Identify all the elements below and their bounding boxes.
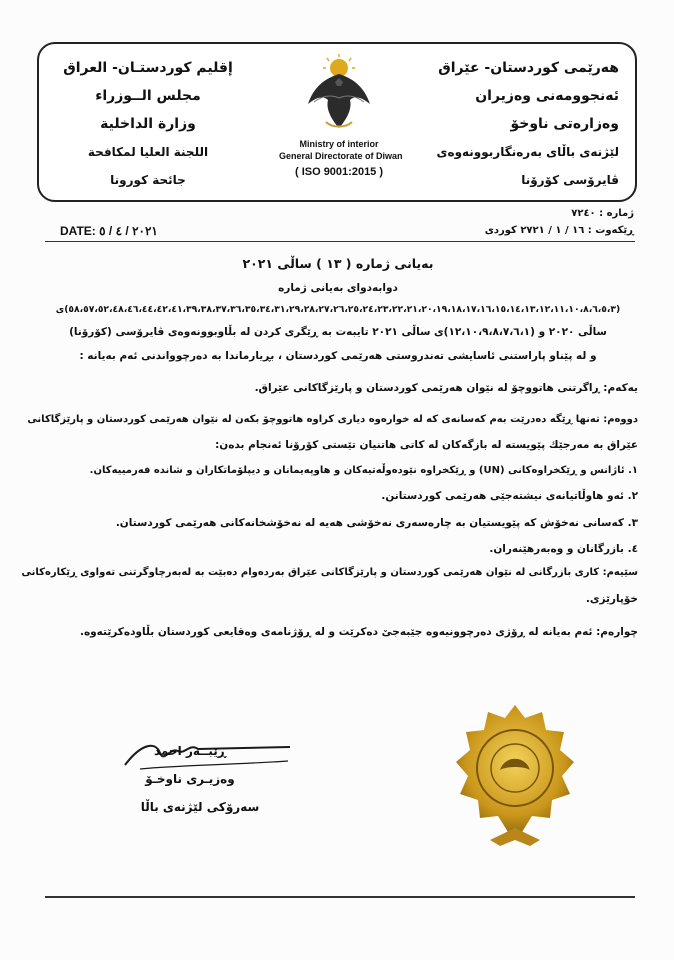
kurdish-corona: ڤایرۆسی کۆرۆنا xyxy=(521,173,619,187)
letterhead-kurdish xyxy=(436,54,619,194)
english-ministry: Ministry of interior xyxy=(299,139,379,149)
statement-subtitle: دوابەدوای بەیانی ژمارە xyxy=(278,282,398,294)
point-fourth: چوارەم: ئەم بەیانە لە ڕۆژی دەرچوونیەوە جێبەجێ دەکرێت و لە ڕۆژنامەی وەقایعی کوردستان بڵاودەکرێتەوە. xyxy=(79,626,638,638)
reference-number: ژمارە : ٧٢٤٠ xyxy=(571,208,634,219)
arabic-committee: اللجنة العليا لمكافحة xyxy=(87,145,209,159)
official-seal-icon xyxy=(450,700,580,850)
point-second-a: دووەم: تەنها ڕێگە دەدرێت بەم کەسانەی کە لە خوارەوە دیاری کراوە هاتووچۆ بکەن لە نێوان هەرێمی کوردستان و پارێزگاکانی xyxy=(27,414,638,425)
kurdish-council: ئەنجوومەنی وەزیران xyxy=(475,88,619,104)
statement-line-4: و لە پێناو پاراستنی ئاسایشی تەندروستی هەرێمی کوردستان ، بڕیارماندا بە دەرچوواندنی ئەم بەیانە : xyxy=(79,350,597,362)
arabic-corona: جائحة كورونا xyxy=(110,173,186,187)
header-divider xyxy=(45,241,635,242)
letterhead-center xyxy=(279,52,403,178)
point-first: یەکەم: ڕاگرتنی هاتووچۆ لە نێوان هەرێمی کوردستان و پارێزگاکانی عێراق. xyxy=(254,382,638,394)
statement-line-3: ساڵی ٢٠٢٠ و (١٢،١٠،٩،٨،٧،٦،١)ی ساڵی ٢٠٢١ تایبەت بە ڕێگری کردن لە بڵاوبوونەوەی ڤایرۆسی (کۆرۆنا) xyxy=(69,326,607,338)
arabic-council: مجلس الــوزراء xyxy=(95,88,201,104)
arabic-region: إقليم كوردستـان- العراق xyxy=(63,60,233,76)
kurdistan-eagle-emblem-icon xyxy=(304,52,374,134)
reference-date-kurdish: ڕێکەوت : ١٦ / ١ / ٢٧٢١ کوردی xyxy=(484,225,634,236)
signatory-title-2: سەرۆکی لێژنەی باڵا xyxy=(140,800,260,814)
iso-certification: ( ISO 9001:2015 ) xyxy=(294,166,384,178)
point-third-b: خۆپارێزی. xyxy=(585,593,638,605)
statement-title: بەیانی ژمارە ( ١٣ ) ساڵی ٢٠٢١ xyxy=(242,256,434,271)
signatory-title-1: وەزیـری ناوخـۆ xyxy=(145,772,235,786)
previous-statements-numbers: (٥٨،٥٧،٥٢،٤٨،٤٦،٤٤،٤٢،٤١،٣٩،٣٨،٣٧،٣٦،٣٥،٣٤،٣١،٢٩،٢٨،٢٧،٢٦،٢٥،٢٤،٢٣،٢٢،٢١،٢٠،١٩،١٨،١٧،١٦،١٥،١٤،١٣،١٢،١١،١٠،٨،٦،٥،٣)ی xyxy=(55,304,621,315)
reference-date xyxy=(60,224,158,238)
date-label: DATE: xyxy=(60,224,96,238)
point-second-b: عێراق بە مەرجێك پێویستە لە بازگەکان لە کاتی هاتنیان تێستی کۆرۆنا ئەنجام بدەن: xyxy=(215,439,638,451)
list-item-1: ١. ئاژانس و ڕێکخراوەکانی (UN) و ڕێکخراوە نێودەوڵەتیەکان و هاوپەیمانان و دیپلۆماتکاران و شاندە فەرمییەکان. xyxy=(89,465,638,476)
list-item-3: ٣. کەسانی نەخۆش کە پێویستیان بە چارەسەری نەخۆشی هەیە لە نەخۆشخانەکانی هەرێمی کوردستان. xyxy=(115,517,638,529)
date-value: ٢٠٢١ / ٤ / ٥ xyxy=(99,224,158,238)
english-directorate: General Directorate of Diwan xyxy=(279,151,403,161)
letterhead xyxy=(37,42,637,202)
kurdish-ministry: وەزارەتی ناوخۆ xyxy=(510,116,619,132)
kurdish-committee: لێژنەی باڵای بەرەنگاربوونەوەی xyxy=(436,145,619,159)
arabic-ministry: وزارة الداخلية xyxy=(100,116,196,132)
list-item-2: ٢. ئەو هاوڵاتیانەی نیشتەجێی هەرێمی کوردستانن. xyxy=(381,490,638,502)
signatory-name: ڕێبــەر احمد xyxy=(154,744,226,758)
list-item-4: ٤. بازرگانان و وەبەرهێنەران. xyxy=(489,543,638,555)
kurdish-region: هەرێمی کوردستان- عێراق xyxy=(438,60,619,76)
footer-divider xyxy=(45,896,635,898)
point-third-a: سێیەم: کاری بازرگانی لە نێوان هەرێمی کوردستان و پارێزگاکانی عێراق بەردەوام دەبێت بە لەبەرچاوگرتنی تەواوی ڕێکارەکانی xyxy=(21,567,638,578)
letterhead-arabic xyxy=(53,54,243,194)
